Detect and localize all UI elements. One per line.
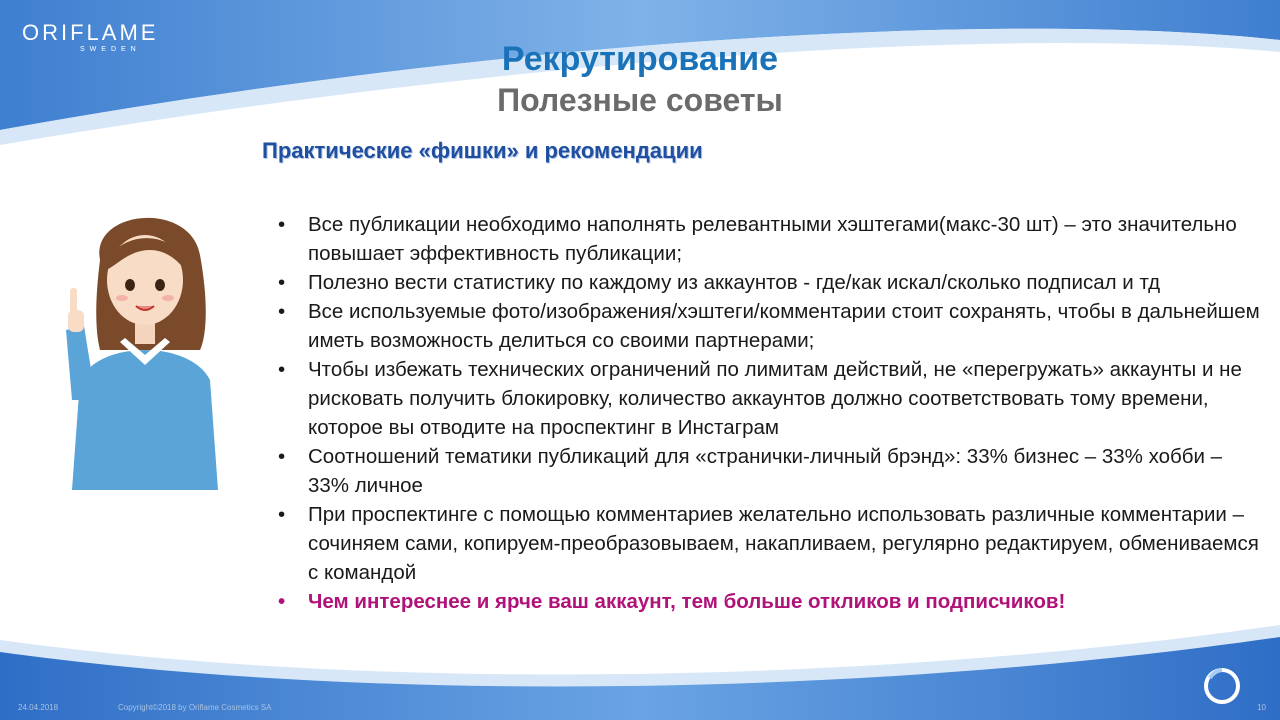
list-item-text: Чтобы избежать технических ограничений по лимитам действий, не «перегружать» аккаунты и не рисковать получить блокировку, количество аккаунтов должно соответствовать тому времени, которое вы отводите на проспектинг в Инстаграм [308, 358, 1242, 439]
bullet-icon: • [278, 590, 286, 613]
oriflame-ring-icon [1200, 664, 1244, 708]
list-item [270, 268, 1260, 297]
section-heading: Практические «фишки» и рекомендации [262, 138, 703, 163]
list-item-text: При проспектинге с помощью комментариев желательно использовать различные комментарии – сочиняем сами, копируем-преобразовываем, накапливаем, регулярно редактируем, обмениваемся с командой [308, 503, 1259, 584]
logo-wordmark: ORIFLAME [22, 20, 159, 45]
list-item [270, 210, 1260, 268]
page-number: 10 [1257, 703, 1266, 712]
footer-copyright: Copyright©2018 by Oriflame Cosmetics SA [118, 703, 272, 712]
list-item [270, 442, 1260, 500]
logo-tagline: SWEDEN [80, 46, 141, 53]
list-item-text: Полезно вести статистику по каждому из аккаунтов - где/как искал/сколько подписал и тд [308, 271, 1161, 294]
list-item [270, 500, 1260, 587]
bullet-icon: • [278, 445, 286, 468]
list-item-text: Все публикации необходимо наполнять релевантными хэштегами(макс-30 шт) – это значительно повышает эффективность публикации; [308, 213, 1237, 265]
bullet-icon: • [278, 300, 286, 323]
list-item [270, 297, 1260, 355]
woman-pointing-illustration [60, 200, 230, 490]
list-item [270, 355, 1260, 442]
bullet-icon: • [278, 503, 286, 526]
list-item-text: Соотношений тематики публикаций для «странички-личный брэнд»: 33% бизнес – 33% хобби – 33% личное [308, 445, 1223, 497]
highlight-list-item [270, 587, 1260, 616]
tips-list [270, 210, 1260, 616]
highlight-text: Чем интереснее и ярче ваш аккаунт, тем больше откликов и подписчиков! [308, 590, 1066, 613]
bullet-icon: • [278, 271, 286, 294]
bullet-icon: • [278, 213, 286, 236]
footer-date: 24.04.2018 [18, 703, 59, 712]
slide-subtitle: Полезные советы [497, 82, 783, 118]
list-item-text: Все используемые фото/изображения/хэштеги/комментарии стоит сохранять, чтобы в дальнейшем иметь возможность делиться со своими партнерами; [308, 300, 1260, 352]
bullet-icon: • [278, 358, 286, 381]
slide-title: Рекрутирование [501, 40, 779, 78]
